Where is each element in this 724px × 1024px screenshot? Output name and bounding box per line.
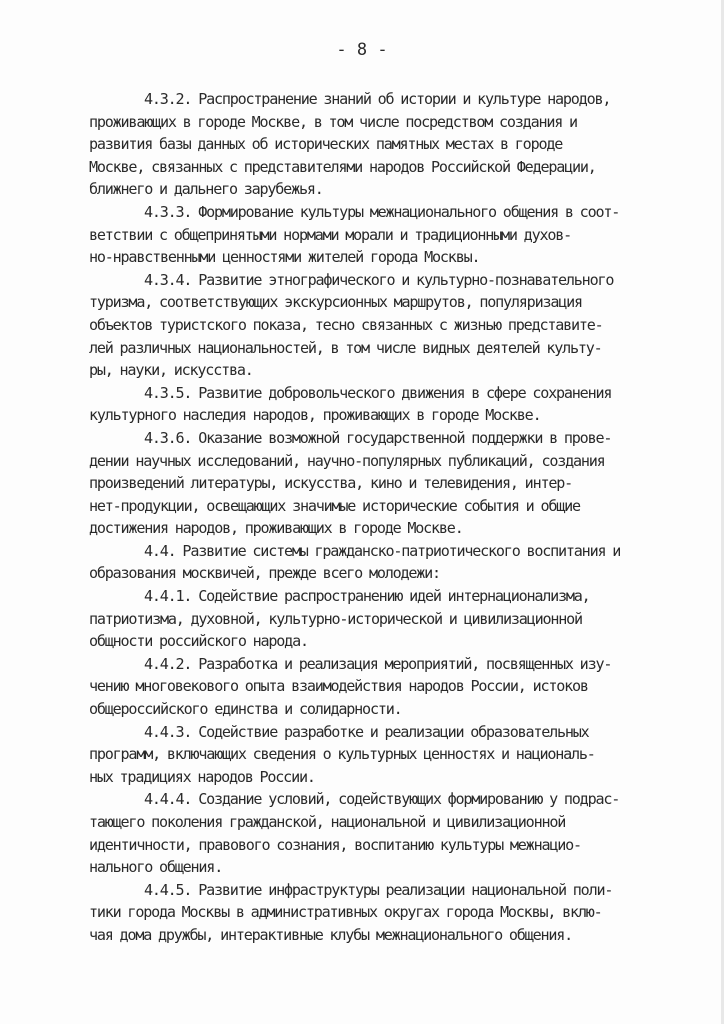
text-line: общности российского народа. xyxy=(89,632,308,651)
text-line: ных традициях народов России. xyxy=(89,767,315,786)
text-line: 4.4.5. Развитие инфраструктуры реализации национальной поли- xyxy=(144,880,613,899)
text-line: ближнего и дальнего зарубежья. xyxy=(89,180,323,199)
text-line: но-нравственными ценностями жителей города Москвы. xyxy=(89,248,480,267)
text-line: 4.3.4. Развитие этнографического и культурно-познавательного xyxy=(144,270,614,289)
paragraph-4-4-3 xyxy=(89,721,681,789)
paragraph-4-4 xyxy=(89,540,681,585)
paragraph-4-3-6 xyxy=(89,427,681,540)
text-line: нет-продукции, освещающих значимые исторические события и общие xyxy=(89,496,580,515)
paragraph-4-4-4 xyxy=(89,788,681,878)
text-line: культурного наследия народов, проживающих в городе Москве. xyxy=(89,406,541,425)
text-line: 4.4.4. Создание условий, содействующих формированию у подрас- xyxy=(144,790,620,809)
paragraph-4-3-5 xyxy=(89,382,681,427)
paragraph-4-3-4 xyxy=(89,269,681,382)
text-line: общероссийского единства и солидарности. xyxy=(89,700,402,719)
paragraph-4-3-2 xyxy=(89,88,681,201)
text-line: 4.3.2. Распространение знаний об истории и культуре народов, xyxy=(144,90,611,108)
paragraph-4-4-1 xyxy=(89,585,681,653)
text-line: тающего поколения гражданской, национальной и цивилизационной xyxy=(89,813,566,831)
text-line: 4.3.3. Формирование культуры межнационального общения в соот- xyxy=(144,202,620,221)
text-line: чая дома дружбы, интерактивные клубы межнационального общения. xyxy=(89,925,573,944)
text-line: проживающих в городе Москве, в том числе посредством создания и xyxy=(89,112,577,131)
text-line: патриотизма, духовной, культурно-исторической и цивилизационной xyxy=(89,609,582,628)
text-line: 4.4.1. Содействие распространению идей интернационализма, xyxy=(144,587,590,606)
document-body xyxy=(89,88,681,947)
text-line: 4.3.5. Развитие добровольческого движения в сфере сохранения xyxy=(144,383,612,402)
text-line: развития базы данных об исторических памятных местах в городе xyxy=(89,135,563,154)
text-line: достижения народов, проживающих в городе Москве. xyxy=(89,519,463,538)
paragraph-4-4-2 xyxy=(89,653,681,721)
text-line: дении научных исследований, научно-популярных публикаций, создания xyxy=(89,451,605,470)
text-line: объектов туристского показа, тесно связанных с жизнью представите- xyxy=(89,315,603,334)
text-line: произведений литературы, искусства, кино и телевидения, интер- xyxy=(89,474,573,493)
text-line: 4.4.2. Разработка и реализация мероприятий, посвященных изу- xyxy=(144,654,612,673)
text-line: программ, включающих сведения о культурных ценностях и националь- xyxy=(89,745,595,764)
text-line: ры, науки, искусства. xyxy=(89,361,253,380)
text-line: 4.3.6. Оказание возможной государственной поддержки в прове- xyxy=(144,428,612,447)
text-line: ветствии с общепринятыми нормами морали и традиционными духов- xyxy=(89,225,572,244)
text-line: Москве, связанных с представителями народов Российской Федерации, xyxy=(89,157,596,176)
text-line: лей различных национальностей, в том числе видных деятелей культу- xyxy=(89,338,602,357)
text-line: туризма, соответствующих экскурсионных маршрутов, популяризация xyxy=(89,293,582,312)
text-line: тики города Москвы в административных округах города Москвы, вклю- xyxy=(89,903,602,922)
paragraph-4-4-5 xyxy=(89,879,681,947)
text-line: 4.4.3. Содействие разработке и реализации образовательных xyxy=(144,722,589,741)
page-number: - 8 - xyxy=(336,40,388,60)
paragraph-4-3-3 xyxy=(89,201,681,269)
text-line: нального общения. xyxy=(89,858,223,877)
text-line: 4.4. Развитие системы гражданско-патриотического воспитания и xyxy=(144,541,621,560)
text-line: чению многовекового опыта взаимодействия народов России, истоков xyxy=(89,677,588,696)
text-line: идентичности, правового сознания, воспитанию культуры межнацио- xyxy=(89,835,581,854)
text-line: образования москвичей, прежде всего молодежи: xyxy=(89,564,440,583)
